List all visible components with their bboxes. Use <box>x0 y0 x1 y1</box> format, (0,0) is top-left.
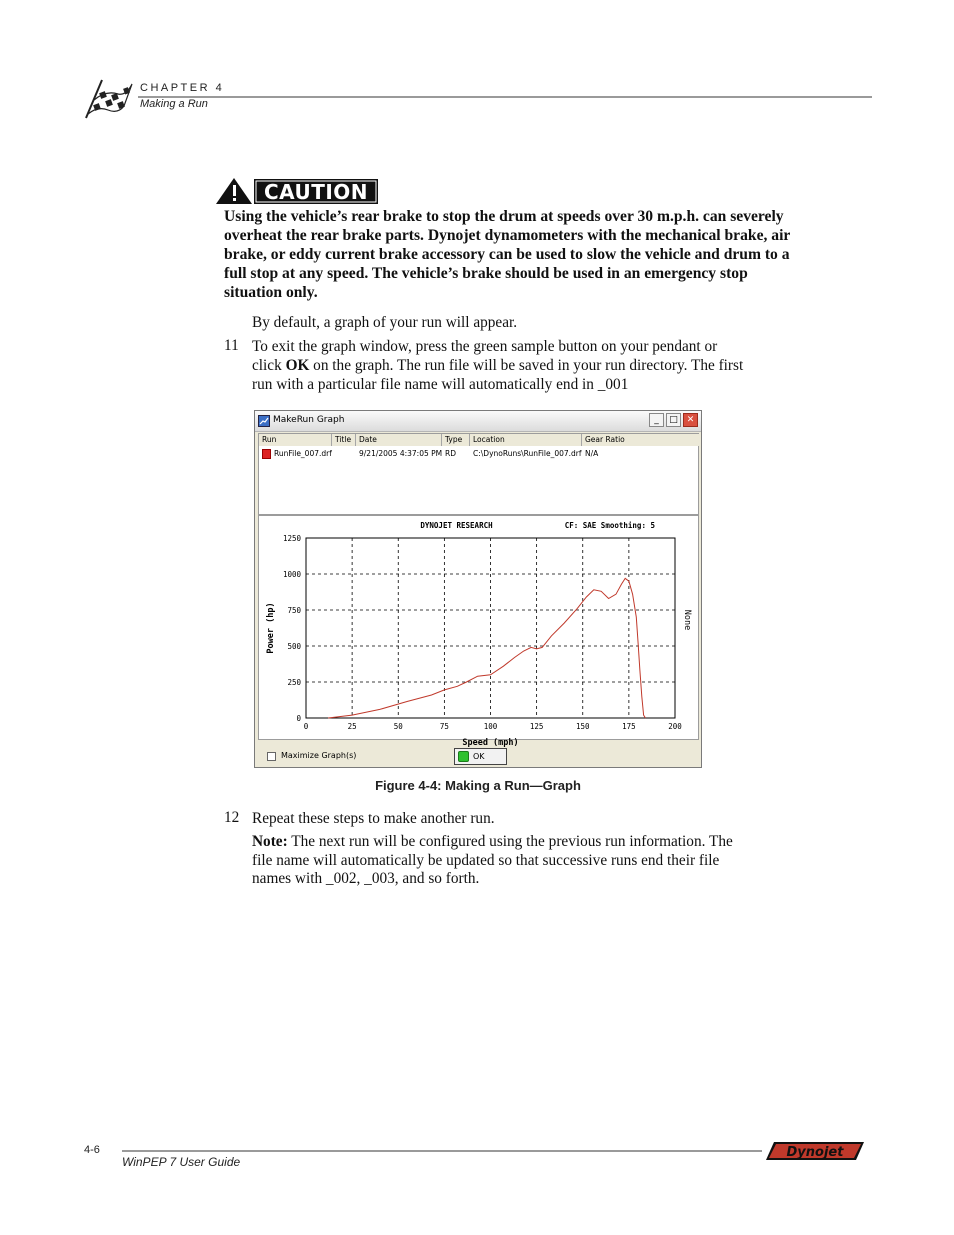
x-tick-label: 150 <box>575 722 590 731</box>
checkered-flag-icon <box>80 76 134 120</box>
app-icon <box>258 415 270 427</box>
note-line2: file name will automatically be updated so that successive runs end their file <box>252 852 720 869</box>
y-tick-label: 250 <box>287 678 301 687</box>
chapter-subtitle: Making a Run <box>140 98 208 110</box>
column-header-type[interactable]: Type <box>442 434 470 446</box>
power-chart <box>259 516 698 748</box>
run-type-cell: RD <box>445 449 456 458</box>
y-tick-label: 1000 <box>282 570 301 579</box>
step11-line2 <box>252 356 743 375</box>
makerun-graph-window <box>254 410 702 768</box>
run-gear-ratio-cell: N/A <box>585 449 599 458</box>
step-number: 11 <box>224 337 239 354</box>
run-file-cell[interactable]: RunFile_007.drf <box>274 449 332 458</box>
x-tick-label: 125 <box>529 722 544 731</box>
header-rule <box>138 96 872 98</box>
run-color-swatch <box>262 449 271 459</box>
dynojet-logo <box>762 1140 866 1162</box>
y-tick-label: 500 <box>287 642 301 651</box>
note-line3: names with _002, _003, and so forth. <box>252 870 480 887</box>
chart-title: DYNOJET RESEARCH <box>420 521 493 530</box>
right-axis-label: None <box>682 609 692 631</box>
y-tick-label: 750 <box>287 606 301 615</box>
x-tick-label: 175 <box>622 722 636 731</box>
column-header-gear-ratio[interactable]: Gear Ratio <box>582 434 700 446</box>
window-titlebar[interactable] <box>255 411 701 432</box>
footer-rule <box>122 1150 762 1152</box>
maximize-graphs-label: Maximize Graph(s) <box>281 751 357 760</box>
y-axis-label: Power (hp) <box>266 602 276 654</box>
x-tick-label: 25 <box>347 722 357 731</box>
close-button[interactable]: ✕ <box>683 413 698 427</box>
page-number: 4-6 <box>84 1144 100 1156</box>
caution-label: CAUTION <box>263 180 369 204</box>
column-header-run[interactable]: Run <box>259 434 332 446</box>
caution-banner <box>214 176 380 206</box>
window-title: MakeRun Graph <box>273 415 345 425</box>
column-header-location[interactable]: Location <box>470 434 582 446</box>
step11-line3: run with a particular file name will automatically end in _001 <box>252 376 629 393</box>
y-tick-label: 1250 <box>282 534 301 543</box>
maximize-graphs-checkbox[interactable] <box>267 752 276 761</box>
x-tick-label: 50 <box>393 722 403 731</box>
chart-info: CF: SAE Smoothing: 5 <box>564 521 655 530</box>
run-date-cell: 9/21/2005 4:37:05 PM <box>359 449 443 458</box>
note-line1 <box>252 832 733 851</box>
window-footer <box>255 741 701 767</box>
logo-text: Dynojet <box>786 1145 844 1160</box>
x-tick-label: 75 <box>439 722 449 731</box>
ok-bold-text: OK <box>285 357 310 374</box>
minimize-button[interactable]: _ <box>649 413 664 427</box>
run-list <box>258 433 699 515</box>
step12-text: Repeat these steps to make another run. <box>252 810 495 827</box>
step-number: 12 <box>224 809 240 826</box>
green-light-icon <box>458 751 469 762</box>
note-text: The next run will be configured using the previous run information. The <box>287 833 733 850</box>
note-label: Note: <box>252 833 288 850</box>
chapter-label: CHAPTER 4 <box>140 82 225 94</box>
x-axis-label: Speed (mph) <box>462 738 519 748</box>
guide-title: WinPEP 7 User Guide <box>122 1155 241 1169</box>
figure-caption: Figure 4-4: Making a Run—Graph <box>375 778 581 793</box>
step11-text: click <box>252 357 286 374</box>
graph-panel <box>258 515 699 748</box>
column-header-title[interactable]: Title <box>332 434 356 446</box>
ok-button[interactable] <box>454 748 507 765</box>
column-header-date[interactable]: Date <box>356 434 442 446</box>
run-location-cell: C:\DynoRuns\RunFile_007.drf <box>473 449 582 458</box>
x-tick-label: 200 <box>668 722 682 731</box>
caution-text: Using the vehicle’s rear brake to stop the drum at speeds over 30 m.p.h. can severely overheat the rear brake parts. Dynojet dynamometers with the mechanical brake, air brake, or eddy current brake accessory can be used to slow the vehicle and drum to a full stop at any speed. The vehicle’s brake should be used in an emergency stop situation only. <box>224 208 791 301</box>
default-graph-text: By default, a graph of your run will appear. <box>252 314 518 331</box>
step11-text: on the graph. The run file will be saved in your run directory. The first <box>309 357 744 374</box>
x-tick-label: 0 <box>303 722 309 731</box>
y-tick-label: 0 <box>296 714 301 723</box>
ok-button-label: OK <box>473 752 485 761</box>
step11-line1: To exit the graph window, press the green sample button on your pendant or <box>252 338 718 355</box>
x-tick-label: 100 <box>483 722 498 731</box>
maximize-button[interactable]: □ <box>666 413 681 427</box>
